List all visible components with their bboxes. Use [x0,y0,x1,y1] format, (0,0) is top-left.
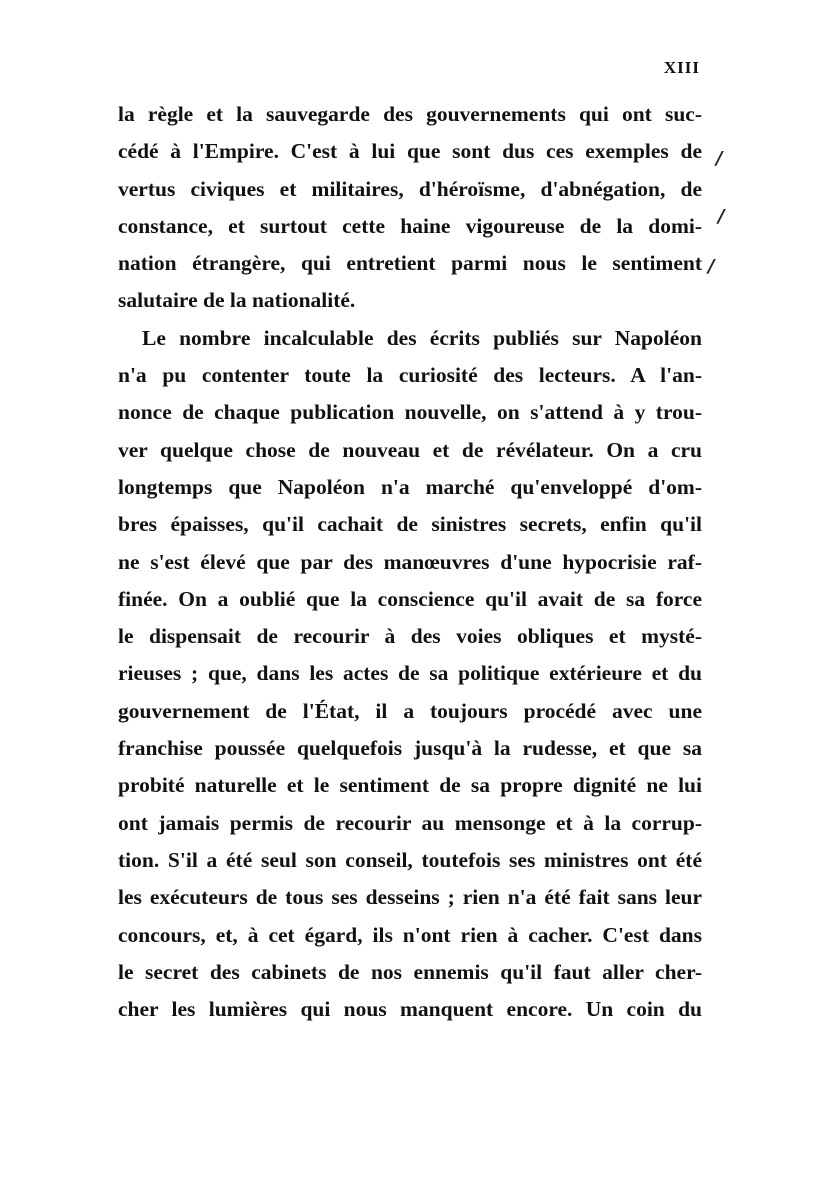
text-line: finée. On a oublié que la conscience qu'il avait de sa force [118,586,702,611]
margin-mark: / [708,256,715,277]
text-line: n'a pu contenter toute la curiosité des lecteurs. A l'an- [118,363,702,388]
text-line: cédé à l'Empire. C'est à lui que sont dus ces exemples de [118,139,702,164]
text-line: les exécuteurs de tous ses desseins ; rien n'a été fait sans leur [118,885,702,910]
text-line: cher les lumières qui nous manquent encore. Un coin du [118,997,702,1022]
text-line: ne s'est élevé que par des manœuvres d'une hypocrisie raf- [118,549,702,574]
text-line: constance, et surtout cette haine vigoureuse de la domi- [118,213,702,238]
text-line: le dispensait de recourir à des voies obliques et mysté- [118,624,702,649]
text-line: rieuses ; que, dans les actes de sa politique extérieure et du [118,661,702,686]
text-line: longtemps que Napoléon n'a marché qu'enveloppé d'om- [118,474,702,499]
margin-mark: / [716,148,723,169]
margin-mark: / [718,206,725,227]
text-line: bres épaisses, qu'il cachait de sinistres secrets, enfin qu'il [118,512,702,537]
text-line: ver quelque chose de nouveau et de révélateur. On a cru [118,437,702,462]
page-number: XIII [663,58,700,77]
text-line: concours, et, à cet égard, ils n'ont rien à cacher. C'est dans [118,922,702,947]
text-line: ont jamais permis de recourir au mensonge et à la corrup- [118,810,702,835]
text-line: le secret des cabinets de nos ennemis qu'il faut aller cher- [118,959,702,984]
text-line: salutaire de la nationalité. [118,288,356,313]
text-line: nation étrangère, qui entretient parmi nous le sentiment [118,251,702,276]
text-line: nonce de chaque publication nouvelle, on s'attend à y trou- [118,400,702,425]
text-line: probité naturelle et le sentiment de sa propre dignité ne lui [118,773,702,798]
text-line: Le nombre incalculable des écrits publiés sur Napoléon [142,325,702,350]
text-line: la règle et la sauvegarde des gouvernements qui ont suc- [118,102,702,126]
body-text [118,96,702,1028]
text-line: gouvernement de l'État, il a toujours procédé avec une [118,698,702,723]
text-line: franchise poussée quelquefois jusqu'à la rudesse, et que sa [118,736,702,761]
text-line: tion. S'il a été seul son conseil, toutefois ses ministres ont été [118,847,702,872]
text-line: vertus civiques et militaires, d'héroïsme, d'abnégation, de [118,176,702,201]
